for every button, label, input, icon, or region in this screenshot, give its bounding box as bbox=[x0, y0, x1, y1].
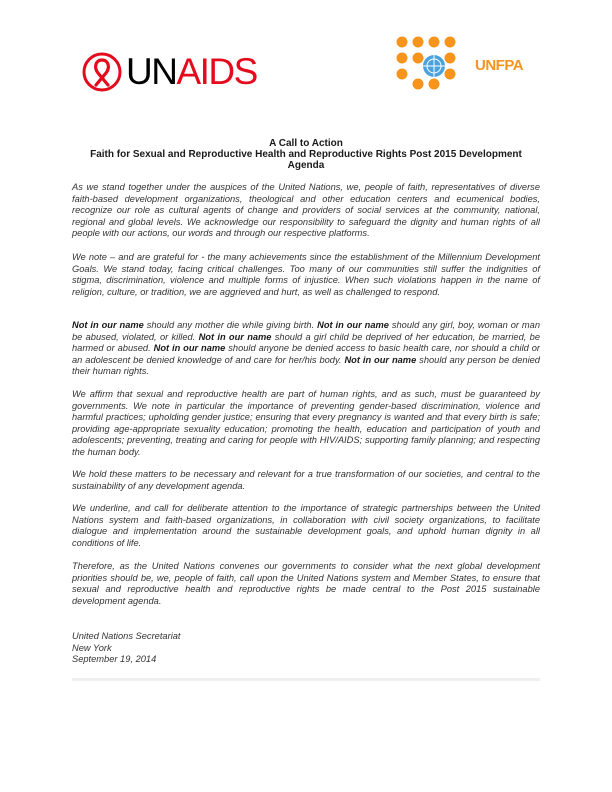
unaids-wordmark-aids: AIDS bbox=[176, 51, 257, 92]
emphasis-not-in-our-name: Not in our name bbox=[153, 343, 226, 354]
title-line-2: Faith for Sexual and Reproductive Health and Reproductive Rights Post 2015 Development bbox=[90, 149, 522, 160]
document-title bbox=[72, 138, 540, 171]
unaids-wordmark-un: UN bbox=[126, 51, 177, 92]
signature-org: United Nations Secretariat bbox=[72, 631, 181, 641]
paragraph-5: We hold these matters to be necessary and relevant for a true transformation of our societies, and central to the sustainability of any development agenda. bbox=[72, 469, 540, 491]
unfpa-wordmark: UNFPA bbox=[475, 57, 524, 74]
paragraph-2: We note – and are grateful for - the many achievements since the establishment of the Millennium Development Goals. We stand today, facing critical challenges. Too many of our communities still suffer the indignities of stigma, discrimination, violence and multiple forms of injustice. When such violations happen in the name of religion, culture, or tradition, we are aggrieved and hurt, as well as challenged to respond. bbox=[72, 252, 540, 297]
unfpa-logo bbox=[395, 35, 525, 91]
emphasis-not-in-our-name: Not in our name bbox=[344, 354, 417, 365]
unaids-wordmark bbox=[126, 52, 257, 92]
un-globe-icon bbox=[423, 55, 445, 77]
paragraph-6: We underline, and call for deliberate attention to the importance of strategic partnerships between the United Nations system and faith-based organizations, in collaboration with civil society organizations, to facilitate dialogue and implementation around the sustainable development goals, and uphold human dignity in all conditions of life. bbox=[72, 503, 540, 548]
emphasis-not-in-our-name: Not in our name bbox=[317, 320, 389, 330]
unfpa-dots-icon bbox=[395, 35, 475, 91]
title-line-1: A Call to Action bbox=[269, 138, 343, 149]
title-line-3: Agenda bbox=[287, 160, 325, 171]
footer-divider bbox=[72, 678, 540, 681]
emphasis-not-in-our-name: Not in our name bbox=[198, 331, 272, 342]
paragraph-7: Therefore, as the United Nations convenes our governments to consider what the next global development priorities should be, we, people of faith, call upon the United Nations system and Member States, to ensure that sexual and reproductive health and reproductive rights be made central to the Post 2015 sustainable development agenda. bbox=[72, 561, 540, 606]
emphasis-not-in-our-name: Not in our name bbox=[72, 320, 144, 330]
paragraph-4: We affirm that sexual and reproductive health are part of human rights, and as such, must be guaranteed by governments. We note in particular the importance of preventing gender-based discrimination, violence and harmful practices; upholding gender justice; ensuring that every pregnancy is wanted and that every birth is safe; providing age-appropriate sexuality education; promoting the health, education and participation of youth and adolescents; preventing, treating and caring for people with HIV/AIDS; supporting family planning; and respecting the human body. bbox=[72, 389, 540, 457]
signature-date: September 19, 2014 bbox=[72, 654, 157, 665]
red-ribbon-icon bbox=[82, 52, 122, 92]
signature-block bbox=[72, 631, 372, 666]
paragraph-3: Not in our name should any mother die while giving birth. Not in our name should any girl, boy, woman or man be abused, violated, or killed. Not in our name should a girl child be deprived of her education, be married, be harmed or abused. Not in our name should anyone be denied access to basic health care, nor should a child or an adolescent be denied knowledge of and care for her/his body. Not in our name should any person be denied their human rights. bbox=[72, 320, 541, 377]
unaids-logo bbox=[82, 52, 264, 92]
signature-city: New York bbox=[72, 642, 112, 653]
paragraph-1: As we stand together under the auspices of the United Nations, we, people of faith, representatives of diverse faith-based development organizations, theological and other education centers and ecumenical bodies, recognize our role as cultural agents of change and providers of social services at the community, national, regional and global levels. We acknowledge our responsibility to safeguard the dignity and human rights of all people with our actions, our words and through our respective platforms. bbox=[72, 182, 540, 239]
